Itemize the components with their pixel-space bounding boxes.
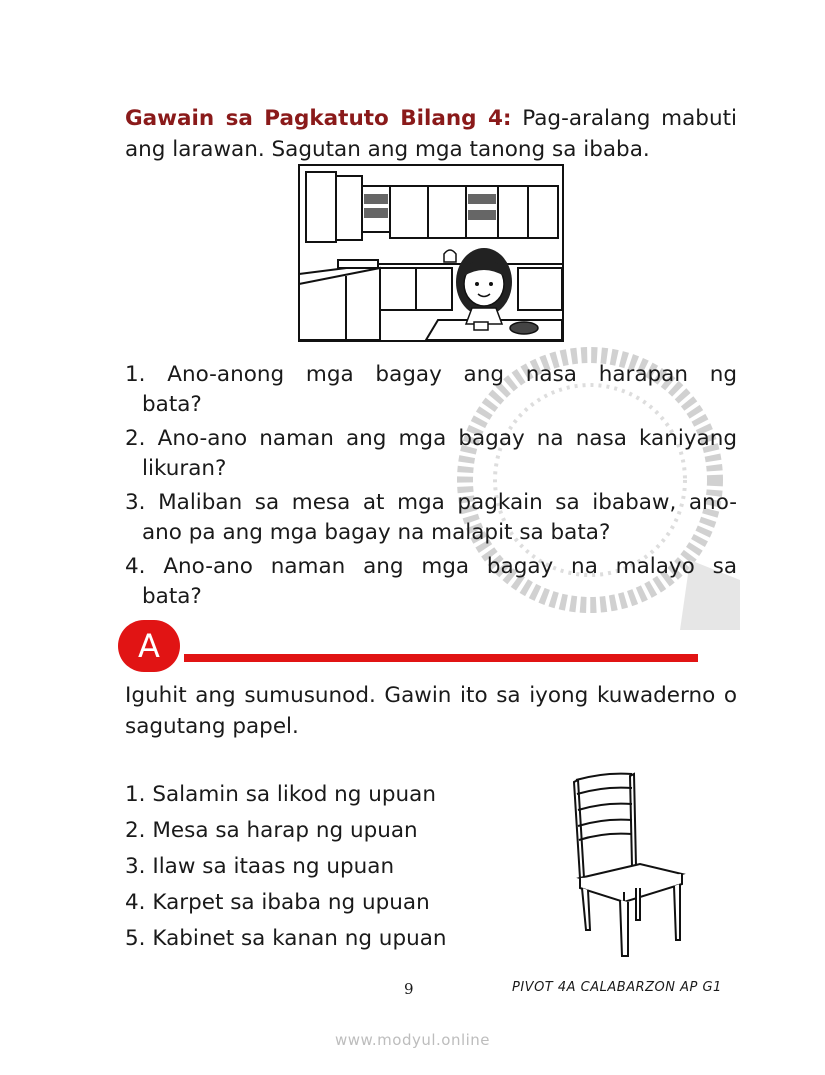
section-a-header xyxy=(118,620,708,670)
question-item: 2. Ano-ano naman ang mga bagay na nasa kaniyang likuran? xyxy=(125,426,737,481)
page-number: 9 xyxy=(404,980,414,998)
task-item: 2. Mesa sa harap ng upuan xyxy=(125,818,418,843)
site-watermark: www.modyul.online xyxy=(334,1031,491,1049)
activity-instruction-part1: Pag-aralang mabuti xyxy=(522,106,737,131)
question-item: 3. Maliban sa mesa at mga pagkain sa ibabaw, ano- ano pa ang mga bagay na malapit sa bata? xyxy=(125,490,737,545)
kitchen-illustration xyxy=(298,164,564,342)
task-item: 1. Salamin sa likod ng upuan xyxy=(125,782,436,807)
drawing-instruction: Iguhit ang sumusunod. Gawin ito sa iyong kuwaderno o sagutang papel. xyxy=(125,683,737,739)
section-letter-badge: A xyxy=(118,620,180,672)
drawing-task-list xyxy=(125,777,447,957)
task-item: 4. Karpet sa ibaba ng upuan xyxy=(125,890,430,915)
module-code: PIVOT 4A CALABARZON AP G1 xyxy=(512,980,722,995)
question-list xyxy=(125,360,737,616)
activity-heading: Gawain sa Pagkatuto Bilang 4: xyxy=(125,106,512,131)
question-item: 1. Ano-anong mga bagay ang nasa harapan ng bata? xyxy=(125,362,737,417)
activity-instruction-part2: ang larawan. Sagutan ang mga tanong sa ibaba. xyxy=(125,137,650,162)
question-item: 4. Ano-ano naman ang mga bagay na malayo sa bata? xyxy=(125,554,737,609)
task-item: 3. Ilaw sa itaas ng upuan xyxy=(125,854,395,879)
task-item: 5. Kabinet sa kanan ng upuan xyxy=(125,926,447,951)
chair-illustration xyxy=(560,770,690,960)
activity-title xyxy=(125,103,737,165)
section-divider-line xyxy=(184,654,698,662)
